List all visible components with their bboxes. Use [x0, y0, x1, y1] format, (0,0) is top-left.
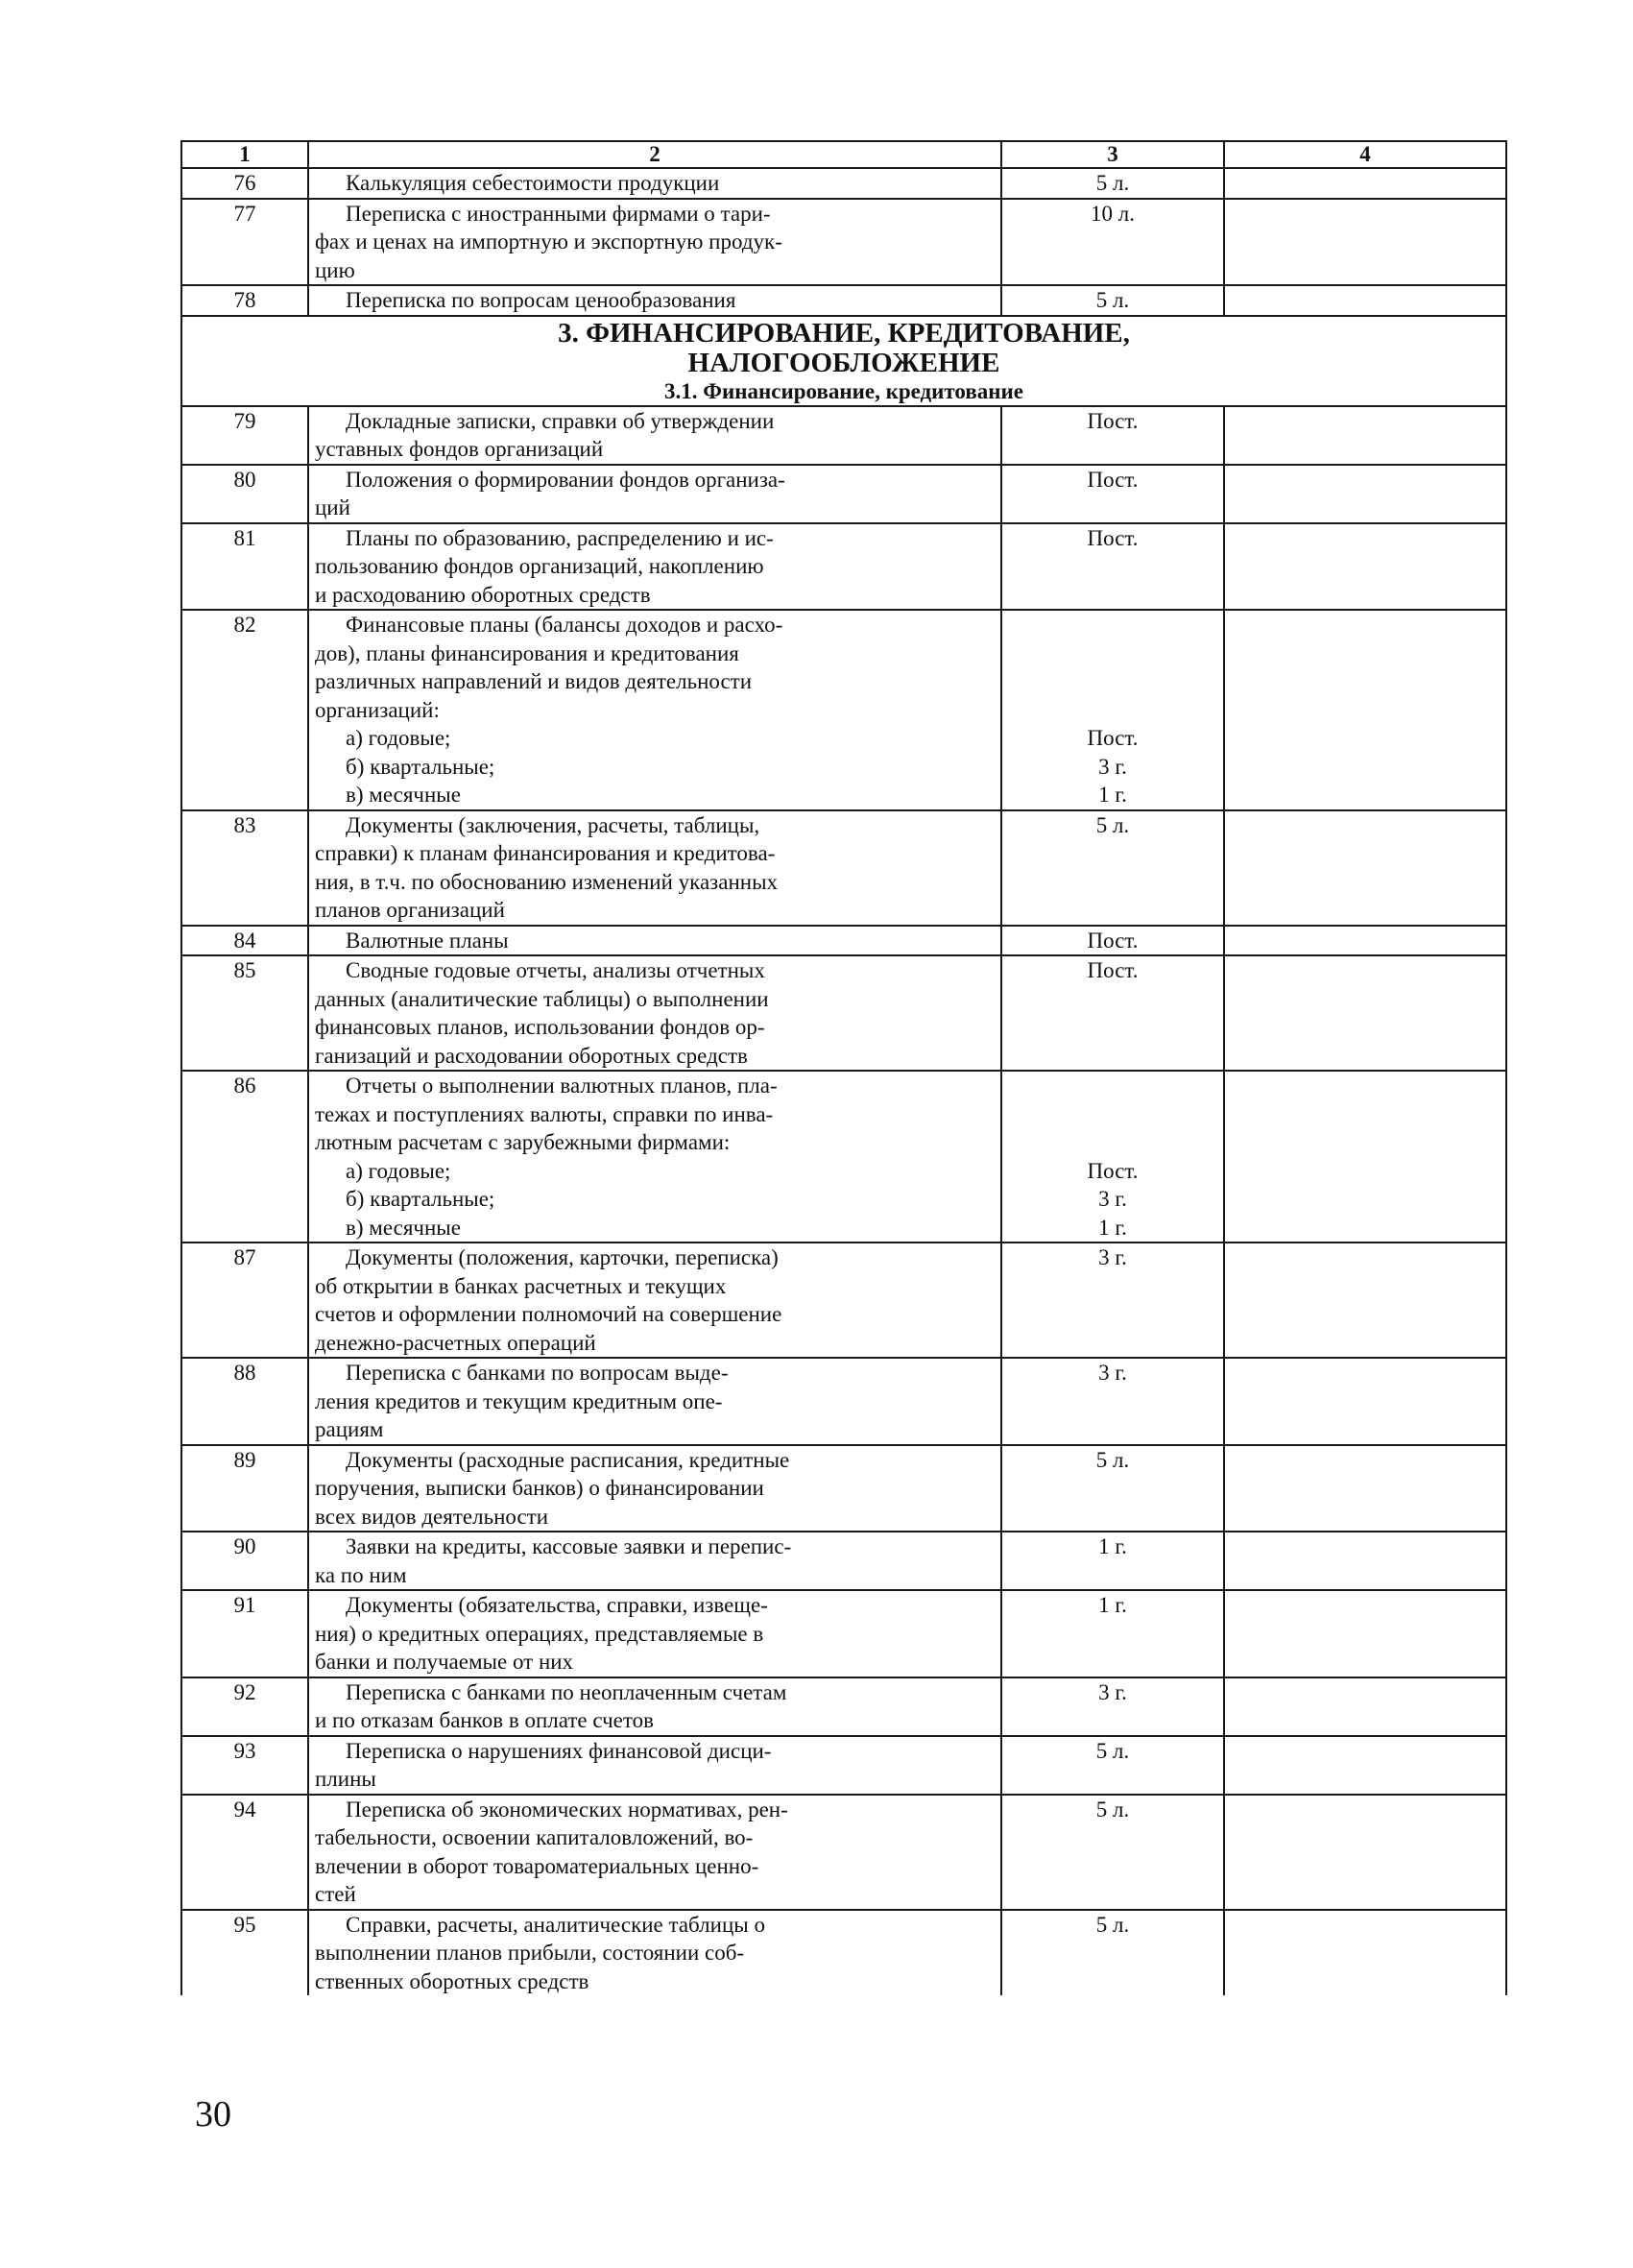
title-line: стей [315, 1882, 356, 1906]
title-line: фах и ценах на импортную и экспортную продук- [315, 229, 782, 253]
title-line: финансовых планов, использовании фондов ор- [315, 1015, 765, 1039]
table-row [181, 168, 1506, 199]
title-line: ций [315, 495, 350, 519]
retention-term [1001, 955, 1224, 1071]
section-title-line-2: НАЛОГООБЛОЖЕНИЕ [687, 347, 1000, 378]
item-number: 88 [181, 1358, 308, 1445]
document-title [308, 465, 1001, 523]
document-title [308, 1358, 1001, 1445]
notes-cell [1224, 523, 1506, 611]
title-line: Положения о формировании фондов организа- [346, 467, 785, 492]
retention-term [1001, 523, 1224, 611]
title-line: Документы (положения, карточки, переписка) [346, 1245, 779, 1269]
document-title [308, 1910, 1001, 1996]
title-line: а) годовые; [346, 1158, 451, 1183]
title-line: Сводные годовые отчеты, анализы отчетных [346, 958, 765, 982]
term-line: 3 г. [1098, 754, 1127, 779]
title-line: рациям [315, 1417, 384, 1441]
notes-cell [1224, 406, 1506, 465]
term-line: Пост. [1087, 467, 1139, 492]
item-number: 85 [181, 955, 308, 1071]
item-number: 77 [181, 199, 308, 286]
item-number: 95 [181, 1910, 308, 1996]
page-number: 30 [195, 2094, 231, 2135]
item-number: 76 [181, 168, 308, 199]
term-line: 5 л. [1095, 1447, 1130, 1472]
title-line: и по отказам банков в оплате счетов [315, 1708, 654, 1732]
item-number: 90 [181, 1532, 308, 1590]
table-row [181, 465, 1506, 523]
term-line: Пост. [1087, 525, 1139, 550]
title-line: Калькуляция себестоимости продукции [346, 171, 720, 195]
item-number: 82 [181, 610, 308, 810]
term-line [1008, 1100, 1217, 1129]
term-line [1008, 639, 1217, 668]
item-number: 93 [181, 1736, 308, 1795]
document-title [308, 168, 1001, 199]
retention-term [1001, 1677, 1224, 1736]
title-line: ния) о кредитных операциях, представляемые в [315, 1621, 764, 1646]
document-title [308, 955, 1001, 1071]
document-title [308, 1445, 1001, 1532]
table-row [181, 1795, 1506, 1910]
notes-cell [1224, 1910, 1506, 1996]
section-heading-cell [181, 316, 1506, 406]
term-line: 10 л. [1091, 201, 1135, 226]
title-line: всех видов деятельности [315, 1504, 549, 1529]
notes-cell [1224, 1358, 1506, 1445]
document-title [308, 1590, 1001, 1677]
term-line: 5 л. [1095, 1912, 1130, 1937]
term-line: 1 г. [1098, 1593, 1127, 1617]
term-line: 3 г. [1098, 1245, 1127, 1269]
title-line: Документы (расходные расписания, кредитные [346, 1447, 790, 1472]
item-number: 89 [181, 1445, 308, 1532]
header-col-2: 2 [308, 141, 1001, 168]
title-line: банки и получаемые от них [315, 1650, 574, 1674]
notes-cell [1224, 955, 1506, 1071]
table-row [181, 1590, 1506, 1677]
title-line: Документы (заключения, расчеты, таблицы, [346, 812, 760, 837]
term-line: Пост. [1087, 928, 1139, 953]
document-title [308, 523, 1001, 611]
title-line: Переписка о нарушениях финансовой дисци- [346, 1738, 772, 1763]
title-line: влечении в оборот товароматериальных ценно- [315, 1853, 759, 1878]
retention-schedule-table [180, 140, 1507, 1995]
notes-cell [1224, 926, 1506, 956]
document-title [308, 406, 1001, 465]
term-line: Пост. [1087, 958, 1139, 982]
table-row [181, 1358, 1506, 1445]
table-row [181, 285, 1506, 316]
title-line: в) месячные [346, 1215, 461, 1240]
document-title [308, 1532, 1001, 1590]
term-line [1008, 667, 1217, 696]
term-line: Пост. [1087, 1158, 1139, 1183]
term-line: 5 л. [1095, 812, 1130, 837]
term-line [1008, 1072, 1217, 1100]
retention-term [1001, 1590, 1224, 1677]
title-line: плины [315, 1767, 376, 1791]
notes-cell [1224, 1736, 1506, 1795]
item-number: 91 [181, 1590, 308, 1677]
term-line [1008, 611, 1217, 639]
item-number: 87 [181, 1243, 308, 1358]
document-title [308, 285, 1001, 316]
title-line: Переписка с банками по вопросам выде- [346, 1361, 729, 1385]
notes-cell [1224, 1071, 1506, 1243]
title-line: и расходованию оборотных средств [315, 582, 651, 607]
title-line: в) месячные [346, 783, 461, 807]
table-header-row [181, 141, 1506, 168]
title-line: табельности, освоении капиталовложений, во- [315, 1825, 754, 1849]
table-row [181, 1243, 1506, 1358]
notes-cell [1224, 168, 1506, 199]
item-number: 84 [181, 926, 308, 956]
title-line: дов), планы финансирования и кредитования [315, 640, 739, 665]
retention-term [1001, 1243, 1224, 1358]
table-row [181, 810, 1506, 926]
title-line: пользованию фондов организаций, накоплению [315, 554, 764, 578]
title-line: организаций: [315, 697, 440, 722]
notes-cell [1224, 1532, 1506, 1590]
term-line: 1 г. [1098, 783, 1127, 807]
table-row [181, 1910, 1506, 1996]
title-line: Планы по образованию, распределению и ис- [346, 525, 774, 550]
retention-term [1001, 1736, 1224, 1795]
term-line [1008, 696, 1217, 725]
section-title-line-1: 3. ФИНАНСИРОВАНИЕ, КРЕДИТОВАНИЕ, [558, 317, 1130, 349]
title-line: б) квартальные; [346, 1187, 495, 1211]
notes-cell [1224, 1590, 1506, 1677]
table-row [181, 523, 1506, 611]
title-line: Валютные планы [346, 928, 509, 953]
retention-term [1001, 1795, 1224, 1910]
title-line: Заявки на кредиты, кассовые заявки и перепис- [346, 1534, 792, 1558]
term-line: 5 л. [1095, 1797, 1130, 1822]
document-title [308, 610, 1001, 810]
table-row [181, 610, 1506, 810]
term-line: 3 г. [1098, 1679, 1127, 1704]
title-line: Отчеты о выполнении валютных планов, пла- [346, 1074, 778, 1098]
document-title [308, 1071, 1001, 1243]
title-line: тежах и поступлениях валюты, справки по инва- [315, 1101, 774, 1126]
retention-term [1001, 1445, 1224, 1532]
table-row [181, 955, 1506, 1071]
retention-term [1001, 199, 1224, 286]
title-line: различных направлений и видов деятельности [315, 669, 753, 693]
title-line: Переписка по вопросам ценообразования [346, 288, 736, 312]
notes-cell [1224, 465, 1506, 523]
term-line: Пост. [1087, 726, 1139, 750]
title-line: счетов и оформлении полномочий на совершение [315, 1302, 782, 1326]
title-line: об открытии в банках расчетных и текущих [315, 1273, 727, 1298]
title-line: справки) к планам финансирования и кредитова- [315, 841, 776, 865]
document-title [308, 926, 1001, 956]
item-number: 83 [181, 810, 308, 926]
retention-term [1001, 810, 1224, 926]
title-line: ганизаций и расходовании оборотных средств [315, 1043, 748, 1068]
subsection-title: 3.1. Финансирование, кредитование [664, 378, 1023, 403]
retention-term [1001, 1532, 1224, 1590]
header-col-1: 1 [181, 141, 308, 168]
table-row [181, 1736, 1506, 1795]
retention-term [1001, 465, 1224, 523]
title-line: цию [315, 257, 355, 282]
title-line: Финансовые планы (балансы доходов и расхо- [346, 613, 783, 637]
header-col-4: 4 [1224, 141, 1506, 168]
item-number: 79 [181, 406, 308, 465]
retention-term [1001, 610, 1224, 810]
table-row [181, 1445, 1506, 1532]
term-line: 3 г. [1098, 1361, 1127, 1385]
term-line: 3 г. [1098, 1187, 1127, 1211]
item-number: 92 [181, 1677, 308, 1736]
term-line: Пост. [1087, 408, 1139, 433]
title-line: ственных оборотных средств [315, 1968, 589, 1993]
document-table-container [180, 140, 1459, 1995]
table-row [181, 1677, 1506, 1736]
term-line: 5 л. [1095, 288, 1130, 312]
retention-term [1001, 406, 1224, 465]
title-line: уставных фондов организаций [315, 437, 604, 461]
item-number: 86 [181, 1071, 308, 1243]
term-line: 1 г. [1098, 1215, 1127, 1240]
title-line: ния, в т.ч. по обоснованию изменений указанных [315, 869, 779, 894]
retention-term [1001, 285, 1224, 316]
term-line: 5 л. [1095, 171, 1130, 195]
title-line: ка по ним [315, 1562, 407, 1587]
header-col-3: 3 [1001, 141, 1224, 168]
notes-cell [1224, 810, 1506, 926]
title-line: б) квартальные; [346, 754, 495, 779]
title-line: лютным расчетам с зарубежными фирмами: [315, 1130, 731, 1154]
retention-term [1001, 1910, 1224, 1996]
notes-cell [1224, 199, 1506, 286]
title-line: выполнении планов прибыли, состоянии соб- [315, 1941, 745, 1965]
title-line: Докладные записки, справки об утверждении [346, 408, 775, 433]
table-row [181, 199, 1506, 286]
title-line: ления кредитов и текущим кредитным опе- [315, 1388, 723, 1413]
term-line: 1 г. [1098, 1534, 1127, 1558]
section-heading-row [181, 316, 1506, 406]
title-line: Переписка об экономических нормативах, рен- [346, 1797, 788, 1822]
document-title [308, 199, 1001, 286]
retention-term [1001, 1071, 1224, 1243]
table-row [181, 1071, 1506, 1243]
table-row [181, 1532, 1506, 1590]
document-title [308, 1795, 1001, 1910]
notes-cell [1224, 1795, 1506, 1910]
item-number: 81 [181, 523, 308, 611]
title-line: Справки, расчеты, аналитические таблицы о [346, 1912, 765, 1937]
title-line: поручения, выписки банков) о финансировании [315, 1476, 764, 1500]
title-line: Документы (обязательства, справки, извеще- [346, 1593, 768, 1617]
term-line: 5 л. [1095, 1738, 1130, 1763]
notes-cell [1224, 1243, 1506, 1358]
title-line: а) годовые; [346, 726, 451, 750]
title-line: данных (аналитические таблицы) о выполнении [315, 986, 769, 1011]
notes-cell [1224, 610, 1506, 810]
title-line: денежно-расчетных операций [315, 1330, 596, 1355]
retention-term [1001, 168, 1224, 199]
item-number: 94 [181, 1795, 308, 1910]
title-line: Переписка с банками по неоплаченным счетам [346, 1679, 787, 1704]
notes-cell [1224, 1445, 1506, 1532]
notes-cell [1224, 1677, 1506, 1736]
item-number: 80 [181, 465, 308, 523]
title-line: планов организаций [315, 898, 505, 922]
retention-term [1001, 1358, 1224, 1445]
table-row [181, 406, 1506, 465]
title-line: Переписка с иностранными фирмами о тари- [346, 201, 771, 226]
table-body [181, 141, 1506, 1995]
retention-term [1001, 926, 1224, 956]
document-title [308, 1677, 1001, 1736]
item-number: 78 [181, 285, 308, 316]
notes-cell [1224, 285, 1506, 316]
document-title [308, 810, 1001, 926]
document-title [308, 1243, 1001, 1358]
table-row [181, 926, 1506, 956]
term-line [1008, 1128, 1217, 1157]
document-title [308, 1736, 1001, 1795]
